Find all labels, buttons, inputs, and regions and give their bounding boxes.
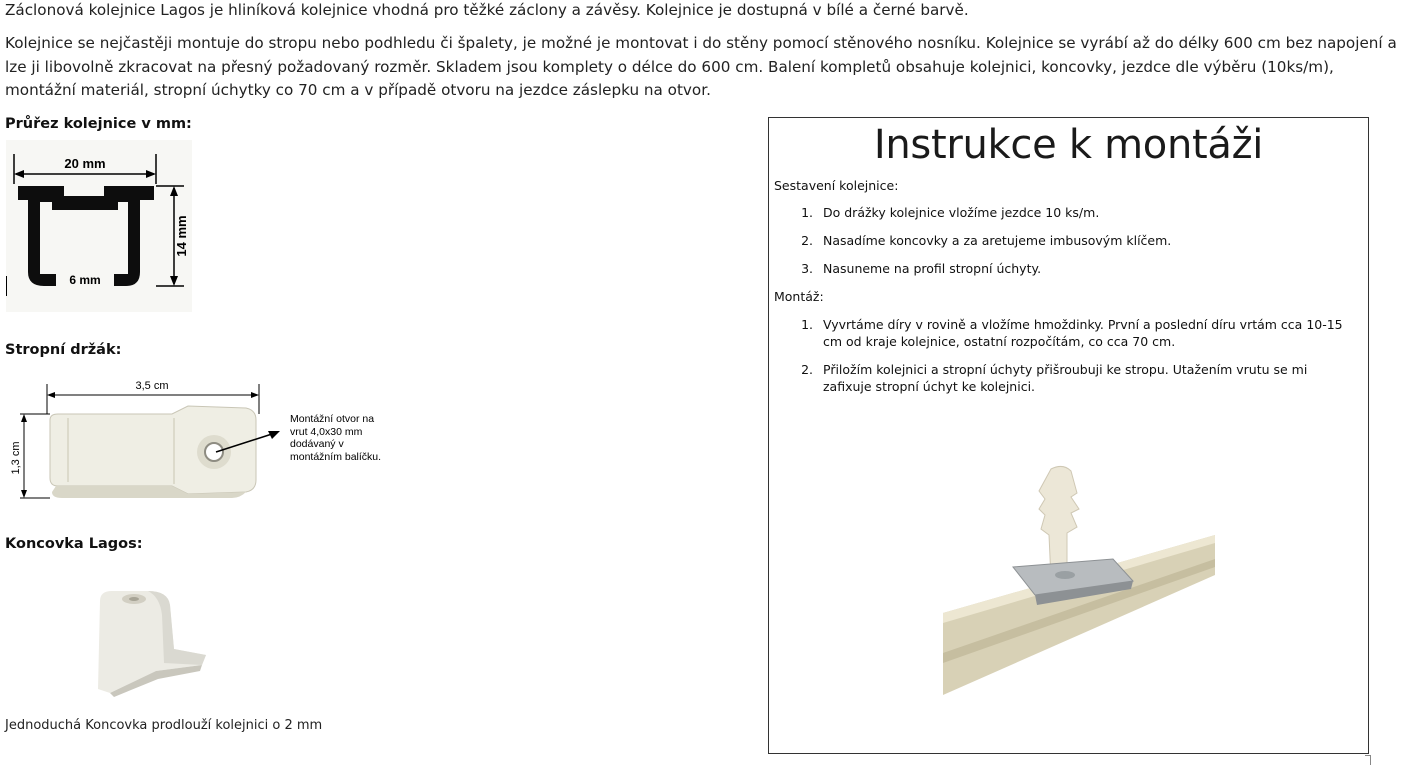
assembly-instructions-card bbox=[768, 117, 1369, 754]
intro-paragraph-2: Kolejnice se nejčastěji montuje do stropu nebo podhledu či špalety, je možné je montovat i do stěny pomocí stěnového nosníku. Kolejnice se vyrábí až do délky 600 cm bez napojení a lze ji libovolně zkracovat na přesný požadovaný rozměr. Skladem jsou komplety o délce do 600 cm. Balení kompletů obsahuje kolejnici, koncovky, jezdce dle výběru (10ks/m), montážní materiál, stropní úchytky co 70 cm a v případě otvoru na jezdce záslepku na otvor. bbox=[5, 34, 1397, 99]
bracket-note-line-2: vrut 4,0x30 mm bbox=[290, 426, 363, 438]
step-text: Nasuneme na profil stropní úchyty. bbox=[823, 261, 1042, 276]
mounting-photo bbox=[943, 463, 1217, 698]
bracket-heading: Stropní držák: bbox=[5, 342, 122, 358]
step-text: Do drážky kolejnice vložíme jezdce 10 ks/m. bbox=[823, 205, 1100, 220]
endcap-photo bbox=[90, 585, 214, 701]
step-text: Nasadíme koncovky a za aretujeme imbusovým klíčem. bbox=[823, 233, 1172, 248]
step-number: 1. bbox=[801, 317, 813, 332]
rail-cross-section-drawing bbox=[6, 140, 192, 312]
section-label-assembly: Sestavení kolejnice: bbox=[774, 178, 899, 193]
intro-paragraph-1: Záclonová kolejnice Lagos je hliníková kolejnice vhodná pro těžké záclony a závěsy. Kolejnice je dostupná v bílé a černé barvě. bbox=[5, 1, 969, 19]
bracket-width-label: 3,5 cm bbox=[135, 380, 169, 392]
step-text: Přiložím kolejnici a stropní úchyty přišroubuji ke stropu. Utažením vrutu se mi zafixuje stropní úchyt ke kolejnici. bbox=[823, 362, 1308, 394]
card-corner-mark bbox=[1365, 755, 1371, 756]
endcap-heading: Koncovka Lagos: bbox=[5, 536, 143, 552]
mounting-step bbox=[799, 316, 1358, 350]
step-number: 2. bbox=[801, 233, 813, 248]
step-text: Vyvrtáme díry v rovině a vložíme hmoždinky. První a poslední díru vrtám cca 10-15 cm od kraje kolejnice, ostatní rozpočítám, co cca 70 cm. bbox=[823, 317, 1343, 349]
cross-section-heading: Průřez kolejnice v mm: bbox=[5, 116, 192, 132]
step-number: 1. bbox=[801, 205, 813, 220]
step-number: 3. bbox=[801, 261, 813, 276]
card-corner-mark bbox=[1370, 755, 1371, 765]
text-cursor bbox=[6, 276, 7, 296]
section-label-mounting: Montáž: bbox=[774, 289, 824, 304]
bracket-height-label: 1,3 cm bbox=[10, 441, 22, 475]
bracket-note-line-4: montážním balíčku. bbox=[290, 451, 382, 463]
endcap-caption: Jednoduchá Koncovka prodlouží kolejnici o 2 mm bbox=[5, 718, 323, 733]
bracket-note-line-3: dodávaný v bbox=[290, 438, 344, 450]
mounting-step bbox=[799, 361, 1358, 395]
step-number: 2. bbox=[801, 362, 813, 377]
bracket-note bbox=[290, 413, 381, 463]
bracket-note-line-1: Montážní otvor na bbox=[290, 413, 375, 425]
height-dimension-label: 14 mm bbox=[174, 215, 189, 257]
ceiling-bracket-drawing bbox=[6, 374, 396, 504]
width-dimension-label: 20 mm bbox=[64, 156, 106, 171]
instructions-title: Instrukce k montáži bbox=[873, 122, 1264, 168]
gap-dimension-label: 6 mm bbox=[69, 273, 101, 287]
